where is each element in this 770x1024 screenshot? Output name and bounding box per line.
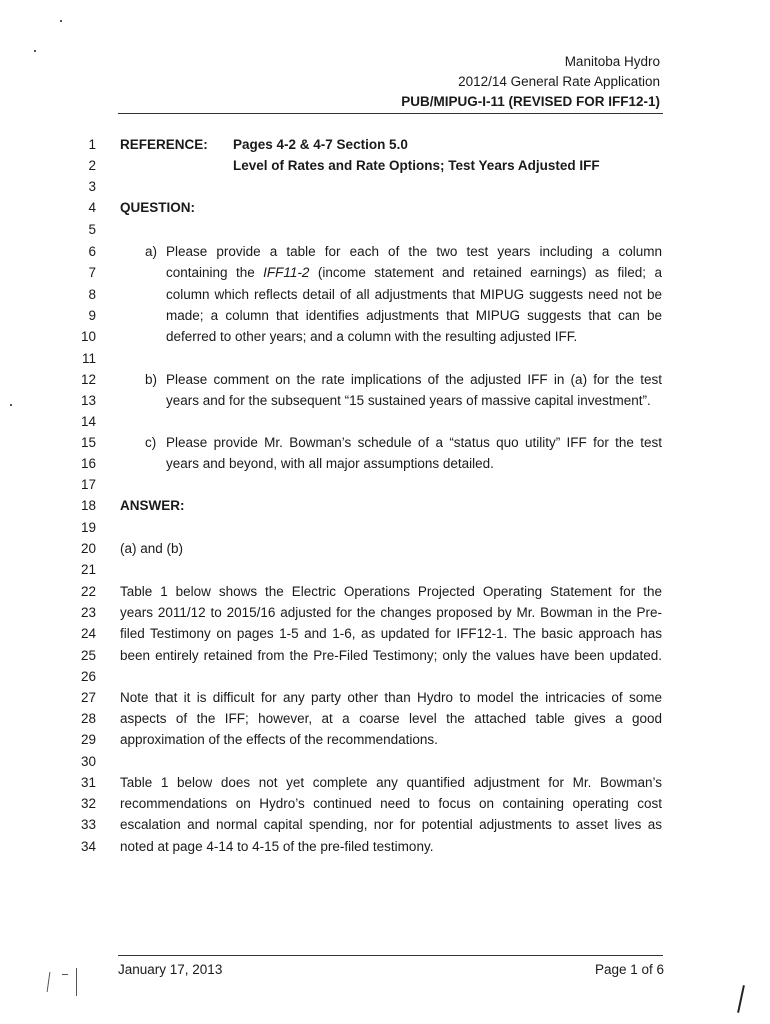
- scan-speck: [34, 50, 36, 52]
- line-number: 23: [80, 605, 96, 620]
- line-number: 12: [80, 372, 96, 387]
- footer-page-number: Page 1 of 6: [594, 962, 664, 977]
- question-b-line: Please comment on the rate implications of the adjusted IFF in (a) for the test: [166, 372, 662, 387]
- scan-mark: [737, 985, 745, 1013]
- question-a-line: made; a column that identifies adjustments that MIPUG suggests that can be: [166, 308, 662, 323]
- question-a-line: column which reflects detail of all adjustments that MIPUG suggests need not be: [166, 287, 662, 302]
- line-number: 31: [80, 775, 96, 790]
- line-number: 11: [81, 351, 96, 366]
- header-rule: [118, 113, 663, 114]
- scan-mark: [47, 972, 51, 992]
- line-number: 19: [80, 520, 96, 535]
- line-number: 4: [88, 200, 96, 215]
- reference-pages: Pages 4-2 & 4-7 Section 5.0: [233, 137, 408, 152]
- question-a-line: containing the IFF11-2 (income statement and retained earnings) as filed; a: [166, 265, 662, 280]
- line-number: 15: [80, 435, 96, 450]
- line-number: 34: [80, 839, 96, 854]
- answer-para2-line: Note that it is difficult for any party other than Hydro to model the intricacies of some: [120, 690, 662, 705]
- header-application: 2012/14 General Rate Application: [458, 74, 660, 89]
- question-b-marker: b): [145, 372, 158, 387]
- line-number: 7: [88, 265, 96, 280]
- question-c-line: years and beyond, with all major assumptions detailed.: [166, 456, 494, 471]
- answer-label: ANSWER:: [120, 498, 185, 513]
- line-number: 17: [80, 477, 96, 492]
- line-number: 28: [80, 711, 96, 726]
- line-number: 30: [80, 754, 96, 769]
- scan-mark: [76, 968, 77, 996]
- line-number: 27: [80, 690, 96, 705]
- line-number: 3: [88, 179, 96, 194]
- answer-subhead: (a) and (b): [120, 541, 184, 556]
- answer-para2-line: aspects of the IFF; however, at a coarse level the attached table gives a good: [120, 711, 662, 726]
- footer-rule: [118, 955, 663, 956]
- line-number: 8: [88, 287, 96, 302]
- scan-speck: [10, 404, 12, 406]
- line-number: 32: [80, 796, 96, 811]
- line-number: 33: [80, 817, 96, 832]
- question-b-line: years and for the subsequent “15 sustained years of massive capital investment”.: [166, 393, 651, 408]
- question-c-line: Please provide Mr. Bowman’s schedule of a “status quo utility” IFF for the test: [166, 435, 662, 450]
- answer-para1-line: Table 1 below shows the Electric Operations Projected Operating Statement for the: [120, 584, 662, 599]
- iff-label: IFF11-2: [263, 265, 310, 280]
- header-reference: PUB/MIPUG-I-11 (REVISED FOR IFF12-1): [401, 94, 660, 109]
- answer-para1-line: filed Testimony on pages 1-5 and 1-6, as updated for IFF12-1. The basic approach has: [120, 626, 662, 641]
- scan-speck: [60, 20, 62, 22]
- line-number: 9: [88, 308, 96, 323]
- answer-para3-line: noted at page 4-14 to 4-15 of the pre-filed testimony.: [120, 839, 434, 854]
- answer-para3-line: recommendations on Hydro’s continued need to focus on containing operating cost: [120, 796, 662, 811]
- line-number: 14: [80, 414, 96, 429]
- answer-para3-line: Table 1 below does not yet complete any quantified adjustment for Mr. Bowman’s: [120, 775, 662, 790]
- question-a-line: deferred to other years; and a column with the resulting adjusted IFF.: [166, 329, 578, 344]
- line-number: 29: [80, 732, 96, 747]
- line-number: 2: [88, 158, 96, 173]
- answer-para3-line: escalation and normal capital spending, nor for potential adjustments to asset lives as: [120, 817, 662, 832]
- answer-para2-line: approximation of the effects of the recommendations.: [120, 732, 438, 747]
- line-number: 21: [80, 562, 96, 577]
- footer-date: January 17, 2013: [118, 962, 223, 977]
- line-number: 6: [88, 244, 96, 259]
- reference-label: REFERENCE:: [120, 137, 208, 152]
- line-number: 26: [80, 669, 96, 684]
- answer-para1-line: been entirely retained from the Pre-Filed Testimony; only the values have been updated.: [120, 648, 662, 663]
- line-number: 25: [80, 648, 96, 663]
- question-a-line: Please provide a table for each of the two test years including a column: [166, 244, 662, 259]
- reference-topic: Level of Rates and Rate Options; Test Years Adjusted IFF: [233, 158, 600, 173]
- line-number: 16: [80, 456, 96, 471]
- scan-mark: [62, 974, 68, 975]
- line-number: 13: [80, 393, 96, 408]
- line-number: 24: [80, 626, 96, 641]
- header-company: Manitoba Hydro: [564, 54, 660, 69]
- line-number: 18: [80, 498, 96, 513]
- answer-para1-line: years 2011/12 to 2015/16 adjusted for the changes proposed by Mr. Bowman in the Pre-: [120, 605, 662, 620]
- line-number: 1: [88, 137, 96, 152]
- question-label: QUESTION:: [120, 200, 196, 215]
- line-number: 5: [88, 222, 96, 237]
- question-c-marker: c): [145, 435, 157, 450]
- question-a-marker: a): [145, 244, 158, 259]
- line-number: 10: [80, 329, 96, 344]
- line-number: 20: [80, 541, 96, 556]
- document-header: [401, 52, 660, 112]
- line-number: 22: [80, 584, 96, 599]
